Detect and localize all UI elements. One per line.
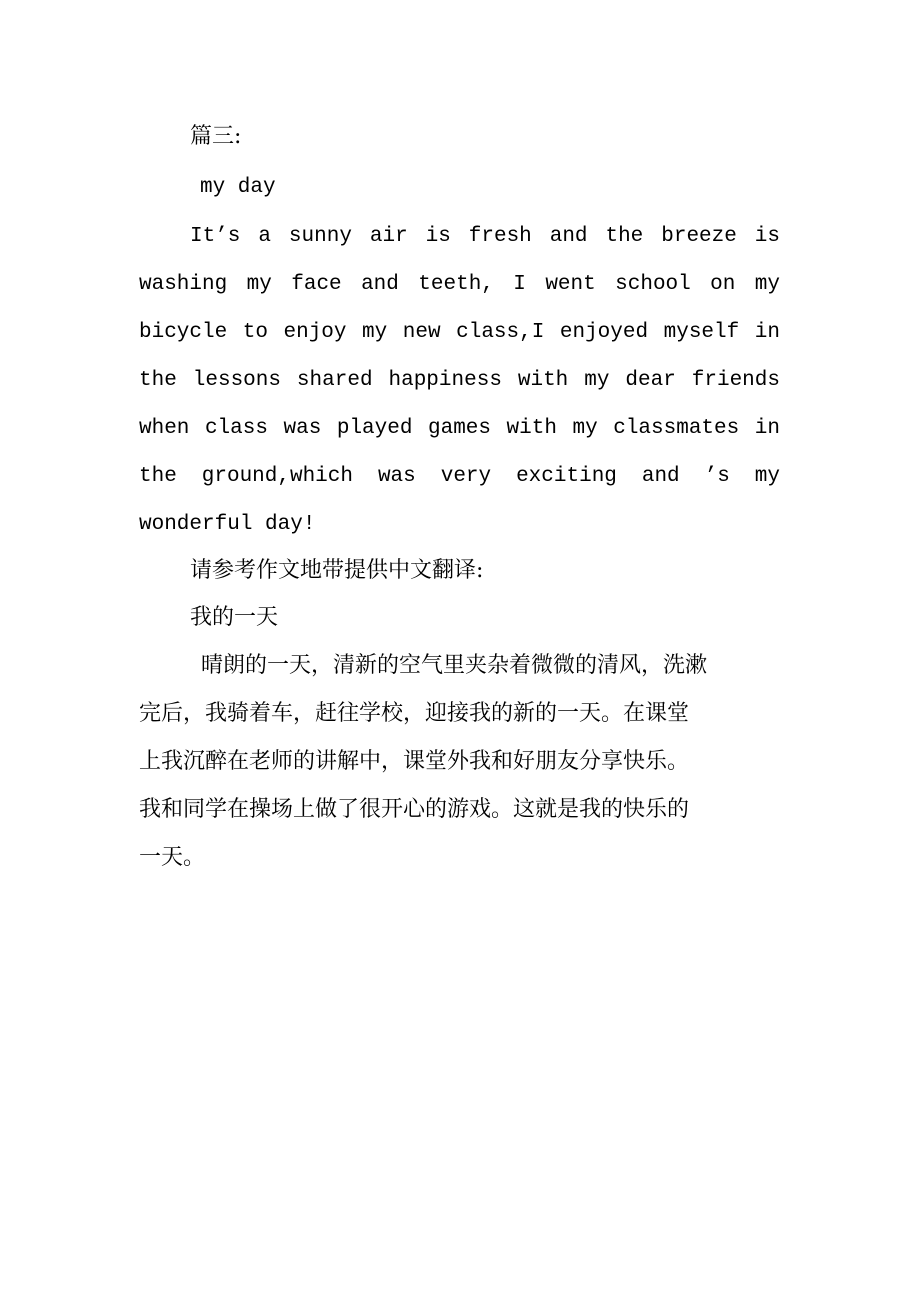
english-paragraph-line-4: the lessons shared happiness with my dear friends	[139, 369, 780, 392]
english-paragraph-line-2: washing my face and teeth, I went school on my	[139, 273, 780, 296]
chinese-paragraph-line-5: 一天。	[139, 845, 206, 870]
english-paragraph-line-7: wonderful day!	[139, 513, 316, 536]
english-paragraph-line-5: when class was played games with my classmates in	[139, 417, 780, 440]
section-heading: 篇三:	[190, 124, 242, 149]
english-paragraph-line-1: It’s a sunny air is fresh and the breeze is	[190, 225, 780, 248]
essay-title-chinese: 我的一天	[190, 605, 279, 630]
chinese-paragraph-line-2: 完后，我骑着车，赶往学校，迎接我的新的一天。在课堂	[139, 701, 690, 726]
chinese-paragraph-line-4: 我和同学在操场上做了很开心的游戏。这就是我的快乐的	[139, 797, 690, 822]
translation-prompt: 请参考作文地带提供中文翻译:	[190, 558, 484, 583]
chinese-paragraph-line-1: 晴朗的一天，清新的空气里夹杂着微微的清风，洗漱	[201, 653, 708, 678]
essay-title-english: my day	[200, 176, 276, 199]
chinese-paragraph-line-3: 上我沉醉在老师的讲解中，课堂外我和好朋友分享快乐。	[139, 749, 690, 774]
english-paragraph-line-6: the ground,which was very exciting and ’s my	[139, 465, 780, 488]
english-paragraph-line-3: bicycle to enjoy my new class,I enjoyed myself in	[139, 321, 780, 344]
